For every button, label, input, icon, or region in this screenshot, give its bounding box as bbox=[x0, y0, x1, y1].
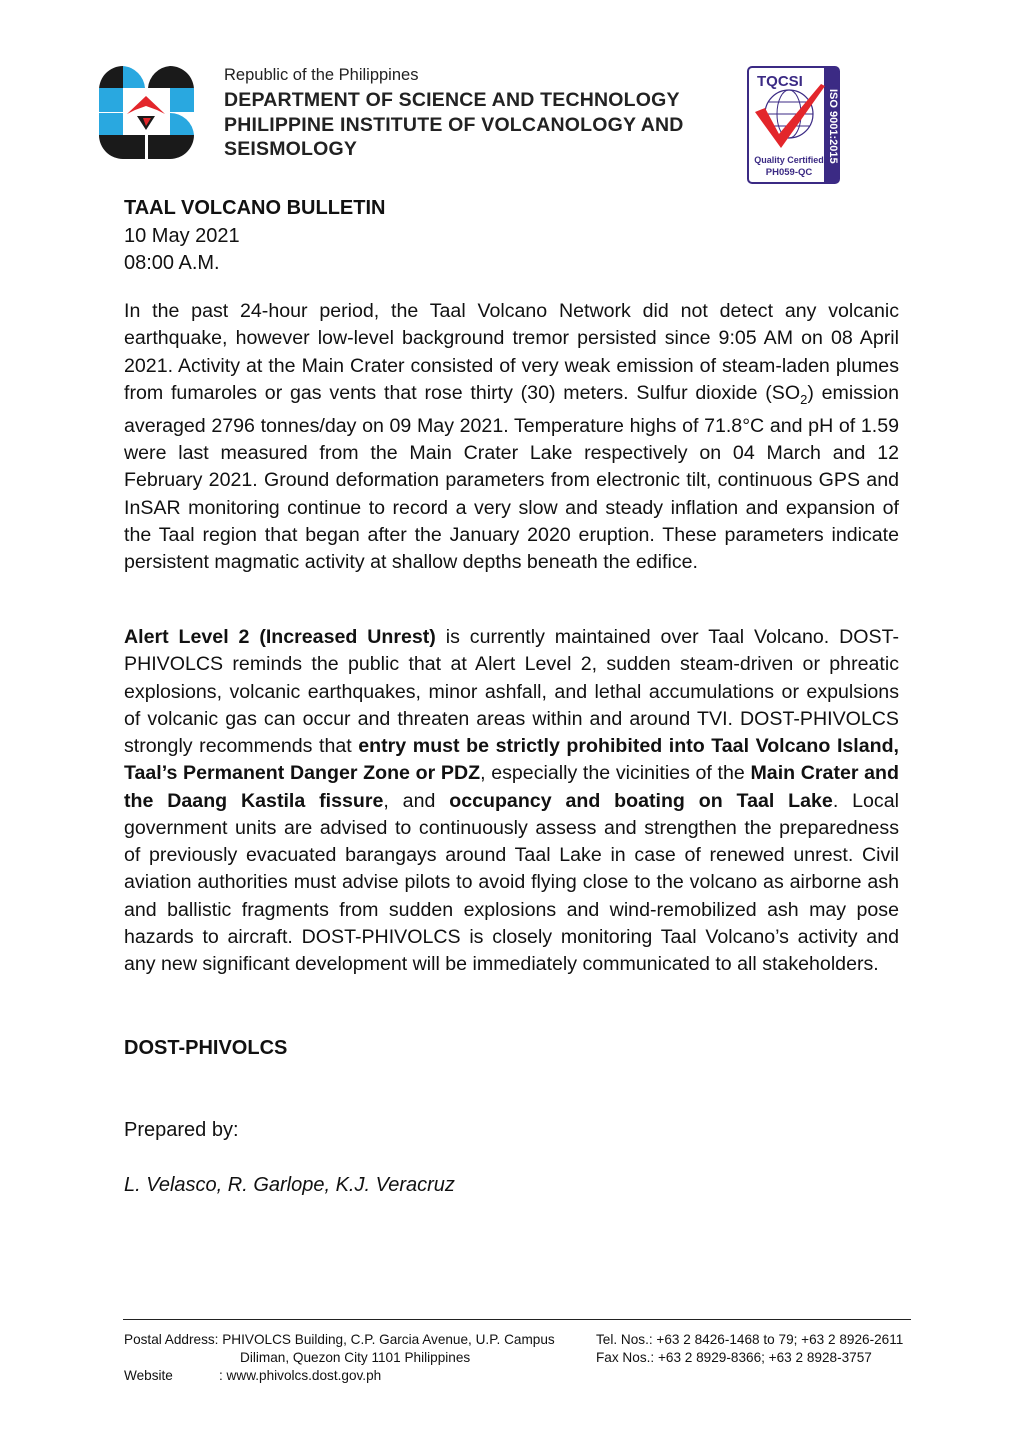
institute-name-line1: PHILIPPINE INSTITUTE OF VOLCANOLOGY AND bbox=[224, 113, 684, 136]
text-segment: Main Crater and the Daang Kastila fissure bbox=[124, 762, 899, 812]
tqcsi-label: TQCSI bbox=[757, 73, 803, 90]
footer-divider bbox=[123, 1319, 911, 1320]
prepared-by-names: L. Velasco, R. Garlope, K.J. Veracruz bbox=[124, 1174, 455, 1196]
checkmark-globe-icon bbox=[753, 82, 825, 152]
republic-label: Republic of the Philippines bbox=[224, 66, 419, 84]
text-segment: , especially the vicinities of the bbox=[480, 762, 751, 785]
certificate-code: PH059-QC bbox=[765, 167, 813, 178]
iso-certification-badge bbox=[747, 66, 840, 184]
activity-summary-paragraph: In the past 24-hour period, the Taal Volcano Network did not detect any volcanic earthquake, however low-level background tremor persisted since 9:05 AM on 08 April 2021. Activity at the Main Crater consisted of very weak emission of steam-laden plumes from fumaroles or gas vents that rose thirty (30) meters. Sulfur dioxide $(SO_2)$ emission averaged 2796 tonnes/day on 09 May 2021. Temperature highs of 71.8°C and pH of 1.59 were last measured from the Main Crater Lake respectively on 04 March and 12 February 2021. Ground deformation parameters from electronic tilt, continuous GPS and InSAR monitoring continue to record a very slow and steady inflation and expansion of the Taal region that began after the January 2020 eruption. These parameters indicate persistent magmatic activity at shallow depths beneath the edifice. bbox=[124, 300, 899, 574]
agency-name bbox=[224, 88, 684, 162]
text-segment: is currently maintained over Taal Volcano. DOST-PHIVOLCS reminds the public that at Alert Level 2, sudden steam-driven or phreatic explosions, volcanic earthquakes, minor ashfall, and lethal accumulations or expulsions of volcanic gas can occur and threaten areas within and around TVI. DOST-PHIVOLCS strongly recommends that bbox=[124, 626, 899, 757]
quality-certified-label: Quality Certified bbox=[754, 155, 824, 165]
institute-name-line2: SEISMOLOGY bbox=[224, 138, 358, 160]
fax-numbers: Fax Nos.: +63 2 8929-8366; +63 2 8928-3757 bbox=[596, 1350, 872, 1365]
alert-level-paragraph bbox=[124, 624, 899, 978]
website-link[interactable]: : www.phivolcs.dost.gov.ph bbox=[219, 1368, 382, 1383]
text-segment: . Local government units are advised to continuously assess and strengthen the preparedness of previously evacuated barangays around Taal Lake in case of renewed unrest. Civil aviation authorities must advise pilots to avoid flying close to the volcano as airborne ash and ballistic fragments from sudden explosions and wind-remobilized ash may pose hazards to aircraft. DOST-PHIVOLCS is closely monitoring Taal Volcano’s activity and any new significant development will be immediately communicated to all stakeholders. bbox=[124, 789, 899, 975]
text-segment: entry must be strictly prohibited into Taal Volcano Island, Taal’s Permanent Danger Zone or PDZ bbox=[124, 735, 900, 785]
website-label: Website bbox=[124, 1368, 173, 1383]
iso-standard-label: ISO 9001:2015 bbox=[827, 88, 839, 164]
telephone-numbers: Tel. Nos.: +63 2 8426-1468 to 79; +63 2 8926-2611 bbox=[596, 1332, 904, 1347]
postal-address-line1: Postal Address: PHIVOLCS Building, C.P. Garcia Avenue, U.P. Campus bbox=[124, 1332, 555, 1347]
prepared-by-label: Prepared by: bbox=[124, 1119, 239, 1141]
text-segment: Alert Level 2 (Increased Unrest) bbox=[124, 626, 436, 648]
department-name: DEPARTMENT OF SCIENCE AND TECHNOLOGY bbox=[224, 89, 680, 111]
text-segment: , and bbox=[383, 789, 450, 812]
bulletin-title: TAAL VOLCANO BULLETIN bbox=[124, 197, 386, 219]
dost-logo bbox=[99, 66, 194, 159]
signatory: DOST-PHIVOLCS bbox=[124, 1037, 288, 1059]
postal-address-line2: Diliman, Quezon City 1101 Philippines bbox=[240, 1350, 471, 1365]
text-segment: occupancy and boating on Taal Lake bbox=[449, 789, 833, 812]
bulletin-time: 08:00 A.M. bbox=[124, 252, 220, 274]
bulletin-date: 10 May 2021 bbox=[124, 225, 240, 247]
